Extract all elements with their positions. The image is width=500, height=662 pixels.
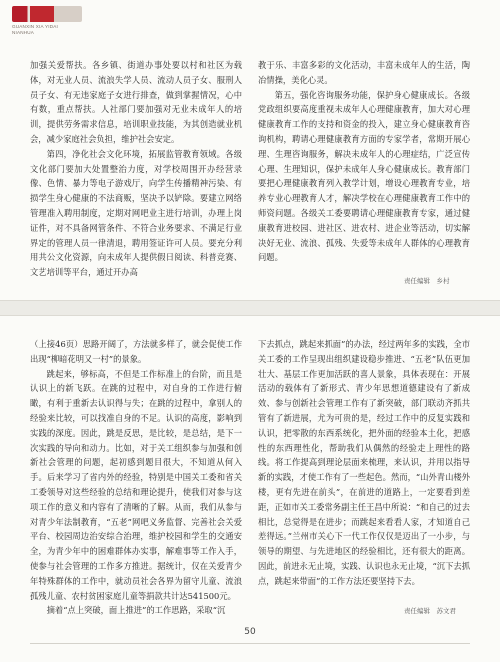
- top-left-column: [30, 58, 242, 280]
- bottom-right-column: [258, 337, 470, 589]
- paragraph: 跳起来，够标高，不但是工作标准上的台阶，而且是认识上的新飞跃。在跳的过程中，对自身的工作进行俯瞰，有利于重新去认识得与失；在跳的过程中，拿别人的经验来比较，可以找准自身的不足。认识的高度，影响到实践的深度。因此，跳是反思，是比较，是总结，是下一次实践的导向和动力。比如，对于关工组织参与加强和创新社会管理的问题，起初感到题目很大，不知道从何入手。后来学习了省内外的经验，特别是中国关工委和省关工委领导对这些经验的总结和理论提升，使我们对参与这项工作的意义和内容有了清晰的了解。从而，我们从参与对青少年法制教育，“五老”网吧义务监督、完善社会关爱平台、校园周边治安综合治理，维护校园和学生的交通安全，为青少年中的困难群体办实事，解难事等工作入手，使参与社会管理的工作多方推进。据统计，仅在关爱青少年特殊群体的工作中，就动员社会各界为留守儿童、流浪孤残儿童、农村贫困家庭儿童等捐款共计达541500元。: [30, 368, 242, 601]
- bottom-left-column: [30, 337, 242, 618]
- logo-sub-line-2: NIANHUA: [12, 30, 35, 35]
- editor-credit-top: 责任编辑 乡村: [404, 277, 450, 285]
- paragraph: （上接46页）思路开阔了，方法就多样了，就会促使工作出现“柳暗花明又一村”的景象。: [30, 339, 242, 364]
- section-divider: [0, 300, 500, 316]
- top-right-column: [258, 58, 470, 265]
- magazine-logo: [12, 6, 88, 48]
- paragraph: 第四，净化社会文化环境，拓展监管教育领域。各级文化部门要加大处置整治力度，对学校周围开办经营录像、色情、暴力等电子游戏厅，向学生传播精神污染、有损学生身心健康的不法商贩，坚决予以铲除。要建立网络管理准入聘用制度，定期对网吧业主进行培训，办理上岗证件，对不具备网管条件、不符合业务要求、不满足行业界定的管理人员一律清退，聘用签证许可人员。要充分利用共公文化资源，向未成年人提供假日阅读、科普竞赛、文艺培训等平台，通过开办高: [30, 148, 242, 278]
- page-number: 50: [244, 627, 256, 637]
- paragraph: 摘着“点上突破，面上推进”的工作思路，采取“沉: [46, 605, 226, 616]
- logo-subtitle: [12, 24, 88, 36]
- logo-mark: [12, 6, 82, 22]
- footer-rule: [30, 643, 470, 644]
- paragraph: 教于乐、丰富多彩的文化活动，丰富未成年人的生活，陶冶情操，美化心灵。: [258, 60, 470, 85]
- paragraph: 加强关爱帮扶。各乡镇、街道办事处要以村和社区为载体，对无业人员、流浪失学人员、流动人员子女、服刑人员子女、有无违家庭子女进行排查，做到掌握情况，心中有数，重点帮扶。人社部门要加强对无业未成年人的培训，提供劳务需求信息，培训职业技能，为其创造就业机会，减少家庭社会负担，维护社会安定。: [30, 60, 242, 144]
- editor-credit-bottom: 责任编辑 苏文君: [404, 607, 456, 615]
- logo-sub-line-1: GUANXIN XIA YIDAI: [12, 24, 58, 29]
- paragraph: 第五，强化咨询服务功能，保护身心健康成长。各级党政组织要高度重视未成年人心理健康教育，加大对心理健康教育工作的支持和资金的投入，建立身心健康教育咨询机构，聘请心理健康教育方面的专家学者，常期开展心理、生理咨询服务，解决未成年人的心理症结，广泛宣传心理、生理知识，保护未成年人身心健康成长。教育部门要把心理健康教育列入教学计划，增设心理教育专业，培养专业心理教育人才，解决学校在心理健康教育工作中的师资问题。各级关工委要聘请心理健康教育专家，通过健康教育进校园、进社区、进农村、进企业等活动，切实解决好无业、流浪、孤残、失爱等未成年人群体的心理教育问题。: [258, 89, 470, 263]
- paragraph: 下去抓点，跳起来抓面”的办法，经过两年多的实践，全市关工委的工作呈现出组织建设稳步推进、“五老”队伍更加壮大、基层工作更加活跃的喜人景象，具体表现在：开展活动的载体有了新形式、青少年思想道德建设有了新成效、参与创新社会管理工作有了新突破，部门联动齐抓共管有了新进展，尤为可贵的是，经过工作中的反复实践和认识，把零散的东西系统化，把外面的经验本土化，把感性的东西理性化，帮助我们从偶然的经验走上理性的路线。将工作提高到理论层面来梳理，来认识，并用以指导新的实践，才使工作有了一些起色。然而，“山外青山楼外楼，更有先进在前头”，在前进的道路上，一定要看到差距，正如市关工委常务副主任王昌中所说：“和自己的过去相比，总觉得是在进步；而跳起来看看人家，才知道自己差得远。”兰州市关心下一代工作仅仅是迈出了一小步，与领导的期望、与先进地区的经验相比，还有很大的距离。因此，前进永无止境，实践、认识也永无止境，“沉下去抓点，跳起来带面”的工作方法还要坚持下去。: [258, 339, 470, 586]
